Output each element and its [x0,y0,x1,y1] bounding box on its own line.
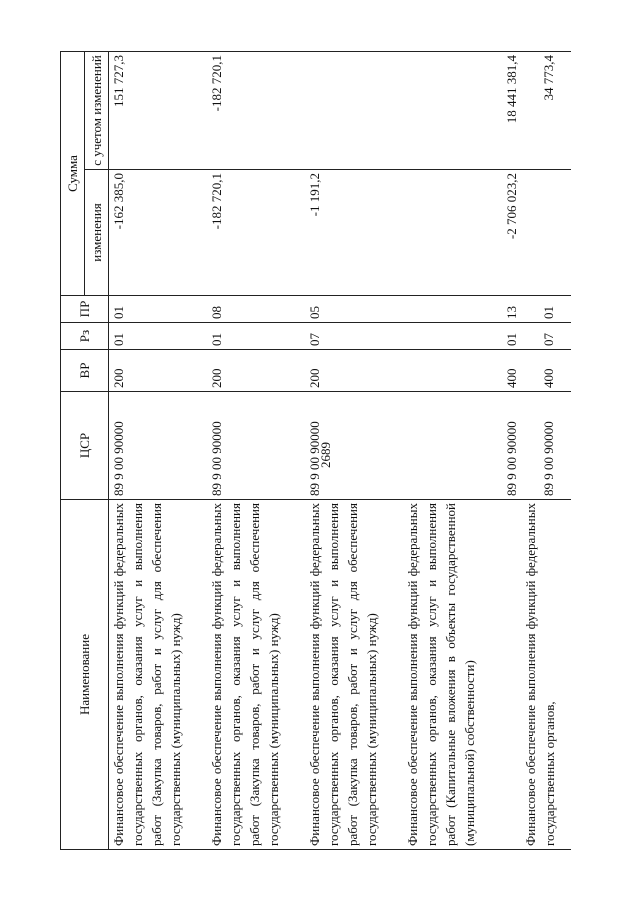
row-rz: 07 [305,323,403,350]
header-pr: ПР [61,296,109,323]
row-changes: -1 191,2 [305,170,403,296]
row-with-changes: 151 727,3 [109,52,207,170]
row-vr: 400 [403,350,521,392]
row-vr: 400 [521,350,571,392]
row-name: Финансовое обеспечение выполнения функций федеральных государственных органов, оказания услуг и выполнения работ (Закупка товаров, работ и услуг для обеспечения государственных (муниципальных) нужд) [305,500,403,850]
rotated-page-content [60,52,637,850]
row-changes: -182 720,1 [207,170,305,296]
header-vr: ВР [61,350,109,392]
row-name: Финансовое обеспечение выполнения функций федеральных государственных органов, оказания услуг и выполнения работ (Закупка товаров, работ и услуг для обеспечения государственных (муниципальных) нужд) [109,500,207,850]
row-with-changes: 34 773,4 [521,52,571,170]
row-name: Финансовое обеспечение выполнения функций федеральных государственных органов, [521,500,571,850]
header-csr: ЦСР [61,392,109,500]
row-pr: 01 [109,296,207,323]
header-sum: Сумма [61,52,85,296]
table-row [403,52,521,850]
row-csr: 89 9 00 90000 [521,392,571,500]
row-rz: 01 [109,323,207,350]
row-rz: 01 [403,323,521,350]
row-with-changes: -182 720,1 [207,52,305,170]
row-csr: 89 9 00 90000 [109,392,207,500]
row-rz: 07 [521,323,571,350]
row-pr: 05 [305,296,403,323]
table-row [521,52,571,850]
page-number: 2689 [318,442,333,468]
table-row [109,52,207,850]
row-csr: 89 9 00 90000 [207,392,305,500]
row-rz: 01 [207,323,305,350]
header-with-changes: с учетом изменений [85,52,109,170]
row-with-changes: 18 441 381,4 [403,52,521,170]
row-changes [521,170,571,296]
row-vr: 200 [109,350,207,392]
row-pr: 13 [403,296,521,323]
table-row [207,52,305,850]
table-header [61,52,109,850]
header-changes: изменения [85,170,109,296]
header-rz: Рз [61,323,109,350]
row-with-changes [305,52,403,170]
header-name: Наименование [61,500,109,850]
table-row [305,52,403,850]
row-pr: 08 [207,296,305,323]
row-name: Финансовое обеспечение выполнения функций федеральных государственных органов, оказания услуг и выполнения работ (Закупка товаров, работ и услуг для обеспечения государственных (муниципальных) нужд) [207,500,305,850]
row-changes: -162 385,0 [109,170,207,296]
row-pr: 01 [521,296,571,323]
row-csr: 89 9 00 90000 [305,392,403,500]
row-changes: -2 706 023,2 [403,170,521,296]
row-name: Финансовое обеспечение выполнения функций федеральных государственных органов, оказания услуг и выполнения работ (Капитальные вложения в объекты государственной (муниципальной) собственности) [403,500,521,850]
row-csr: 89 9 00 90000 [403,392,521,500]
row-vr: 200 [305,350,403,392]
budget-table [60,51,571,850]
row-vr: 200 [207,350,305,392]
